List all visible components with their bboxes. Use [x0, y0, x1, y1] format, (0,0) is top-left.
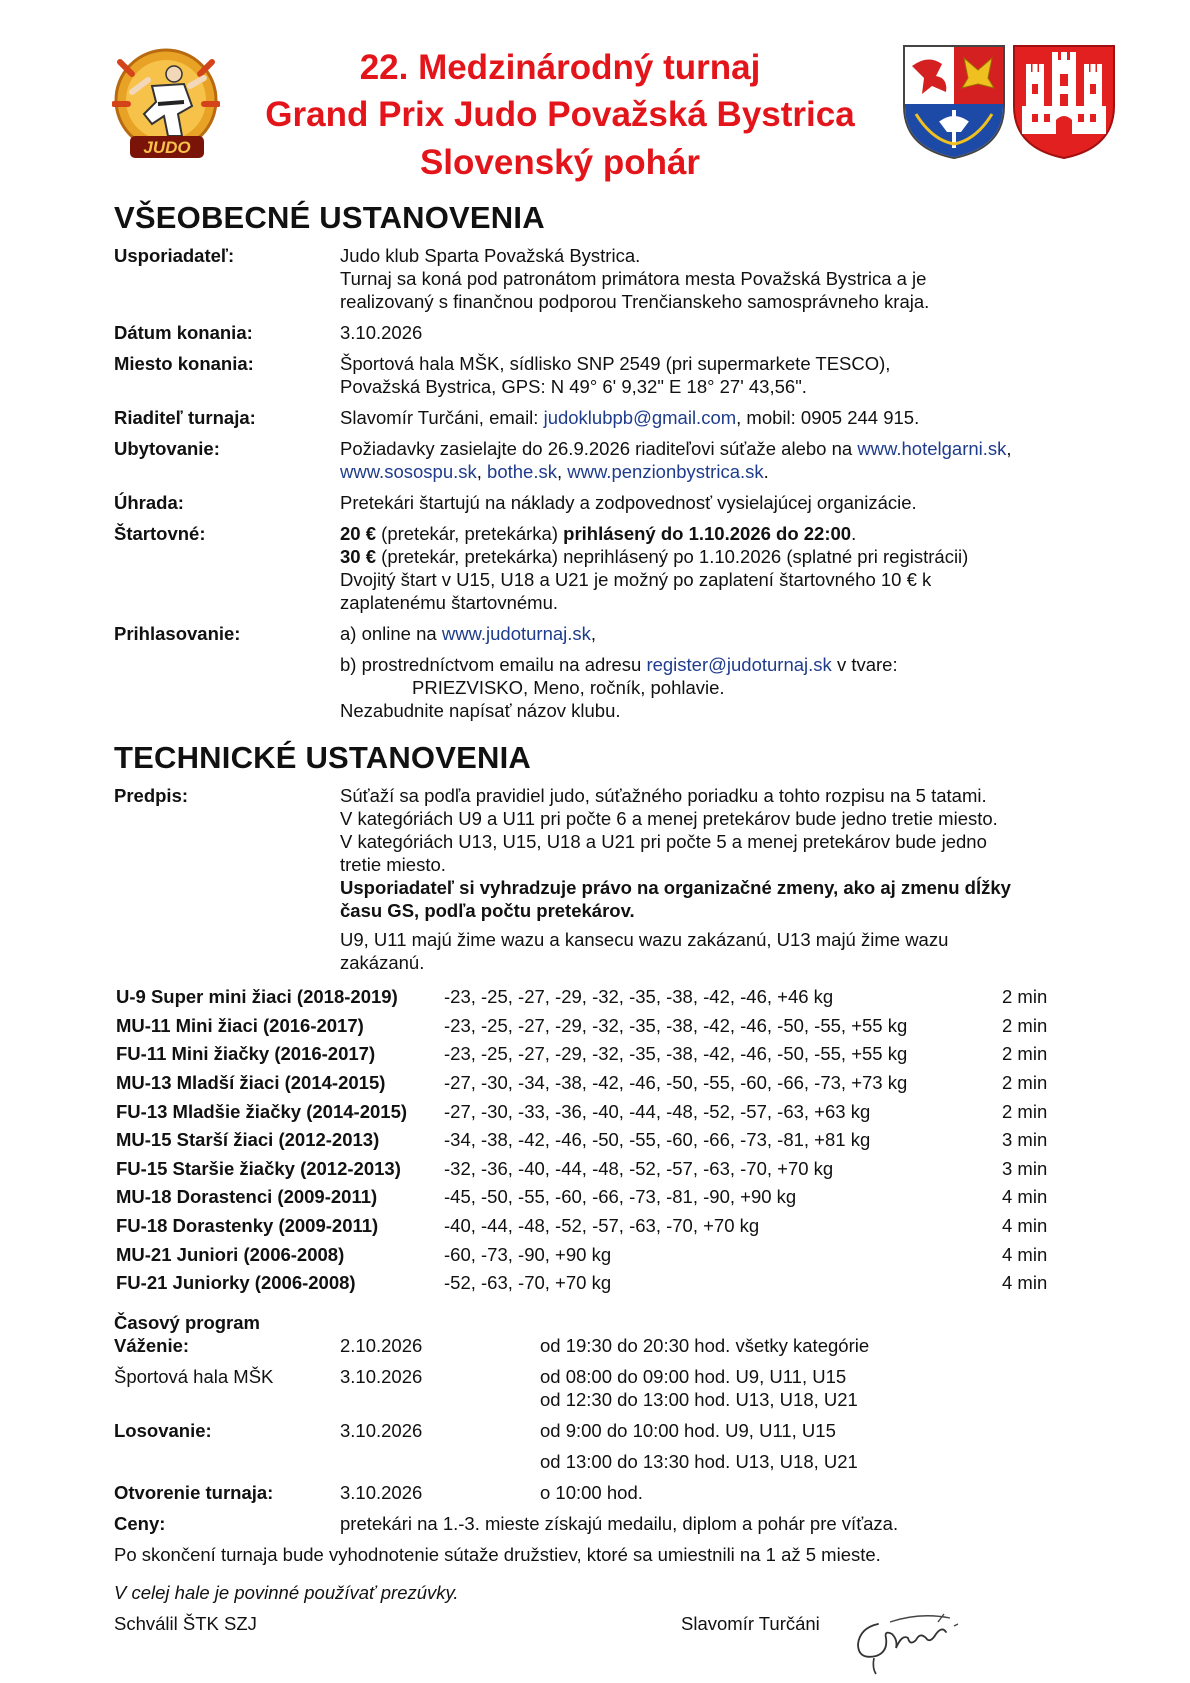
director-email-link[interactable]: judoklubpb@gmail.com — [543, 407, 737, 428]
date-value: 3.10.2026 — [340, 322, 423, 343]
fee-label: Štartovné: — [114, 523, 206, 544]
director-label: Riaditeľ turnaja: — [114, 407, 256, 428]
draw-date: 3.10.2026 — [340, 1420, 423, 1441]
venue-label: Miesto konania: — [114, 353, 254, 374]
prizes-label: Ceny: — [114, 1513, 166, 1534]
table-row: U-9 Super mini žiaci (2018-2019) -23, -25, -27, -29, -32, -35, -38, -42, -46, +46 kg 2 min — [116, 986, 1048, 1008]
rules-label: Predpis: — [114, 785, 189, 806]
handwritten-signature — [850, 1604, 970, 1676]
hotelgarni-link[interactable]: www.hotelgarni.sk — [857, 438, 1007, 459]
table-row: MU-15 Starší žiaci (2012-2013) -34, -38, -42, -46, -50, -55, -60, -66, -73, -81, +81 kg 3 min — [116, 1129, 1048, 1151]
opening-date: 3.10.2026 — [340, 1482, 423, 1503]
rules-value: Súťaží sa podľa pravidiel judo, súťažného poriadku a tohto rozpisu na 5 tatami. V kategóriách U9 a U11 pri počte 6 a menej pretekárov bude jedno tretie miesto. V kategóriách U13, U15, U18 a U21 pri počte 5 a menej pretekárov bude jedno tretie miesto. Usporiadateľ si vyhradzuje právo na organizačné zmeny, ako aj zmenu dĺžky času GS, podľa počtu pretekárov. — [340, 785, 1011, 921]
team-evaluation-note: Po skončení turnaja bude vyhodnotenie sútaže družstiev, ktoré sa umiestnili na 1 až 5 mieste. — [114, 1544, 881, 1565]
hall-time-1: od 08:00 do 09:00 hod. U9, U11, U15 — [540, 1366, 847, 1387]
slippers-note: V celej hale je povinné používať prezúvky. — [114, 1582, 459, 1603]
hall-date: 3.10.2026 — [340, 1366, 423, 1387]
general-heading: VŠEOBECNÉ USTANOVENIA — [114, 200, 545, 235]
city-coat-of-arms — [1012, 44, 1116, 160]
payment-label: Úhrada: — [114, 492, 184, 513]
judoturnaj-link[interactable]: www.judoturnaj.sk — [441, 623, 591, 644]
accommodation-value: Požiadavky zasielajte do 26.9.2026 riaditeľovi súťaže alebo na www.hotelgarni.sk, www.sosospu.sk, bothe.sk, www.penzionbystrica.sk. — [340, 438, 1012, 482]
venue-value: Športová hala MŠK, sídlisko SNP 2549 (pri supermarkete TESCO), Považská Bystrica, GPS: N 49° 6' 9,32" E 18° 27' 43,56". — [340, 353, 891, 397]
table-row: FU-18 Dorastenky (2009-2011) -40, -44, -48, -52, -57, -63, -70, +70 kg 4 min — [116, 1215, 1048, 1237]
hall-label: Športová hala MŠK — [114, 1366, 274, 1387]
organizer-label: Usporiadateľ: — [114, 245, 235, 266]
opening-label: Otvorenie turnaja: — [114, 1482, 274, 1503]
table-row: FU-21 Juniorky (2006-2008) -52, -63, -70, +70 kg 4 min — [116, 1272, 1048, 1294]
district-coat-of-arms — [902, 44, 1006, 160]
title-line-2: Grand Prix Judo Považská Bystrica — [265, 95, 855, 134]
table-row: FU-11 Mini žiačky (2016-2017) -23, -25, -27, -29, -32, -35, -38, -42, -46, -50, -55, +55 kg 2 min — [116, 1043, 1048, 1065]
draw-time-2: od 13:00 do 13:30 hod. U13, U18, U21 — [540, 1451, 858, 1472]
title-line-1: 22. Medzinárodný turnaj — [359, 48, 761, 87]
fee-value: 20 € (pretekár, pretekárka) prihlásený do 1.10.2026 do 22:00. 30 € (pretekár, pretekárka) neprihlásený po 1.10.2026 (splatné pri registrácii) Dvojitý štart v U15, U18 a U21 je možný po zaplatení štartovného 10 € k zaplatenému štartovnému. — [340, 523, 969, 613]
rules-note: U9, U11 majú žime wazu a kansecu wazu zakázanú, U13 majú žime wazu zakázanú. — [340, 929, 949, 973]
weighin-date: 2.10.2026 — [340, 1335, 423, 1356]
draw-time-1: od 9:00 do 10:00 hod. U9, U11, U15 — [540, 1420, 836, 1441]
sosospu-link[interactable]: www.sosospu.sk — [340, 461, 477, 482]
register-email-link[interactable]: register@judoturnaj.sk — [646, 654, 832, 675]
opening-time: o 10:00 hod. — [540, 1482, 643, 1503]
categories-table — [116, 983, 1102, 1298]
registration-email: b) prostredníctvom emailu na adresu register@judoturnaj.sk v tvare: PRIEZVISKO, Meno, ročník, pohlavie. Nezabudnite napísať názov klubu. — [340, 654, 898, 721]
weighin-time: od 19:30 do 20:30 hod. všetky kategórie — [540, 1335, 870, 1356]
registration-online: a) online na www.judoturnaj.sk, — [340, 623, 597, 644]
accommodation-label: Ubytovanie: — [114, 438, 220, 459]
approved-by: Schválil ŠTK SZJ — [114, 1613, 257, 1634]
weighin-label: Váženie: — [114, 1335, 190, 1356]
judo-club-logo — [112, 44, 220, 162]
title-line-3: Slovenský pohár — [419, 143, 701, 182]
director-value: Slavomír Turčáni, email: judoklubpb@gmail.com, mobil: 0905 244 915. — [340, 407, 920, 428]
penzionbystrica-link[interactable]: www.penzionbystrica.sk — [567, 461, 764, 482]
registration-label: Prihlasovanie: — [114, 623, 241, 644]
logo-text: JUDO — [143, 138, 191, 157]
schedule-heading: Časový program — [114, 1312, 260, 1333]
hall-time-2: od 12:30 do 13:00 hod. U13, U18, U21 — [540, 1389, 858, 1410]
organizer-value: Judo klub Sparta Považská Bystrica. Turnaj sa koná pod patronátom primátora mesta Považská Bystrica a je realizovaný s finančnou podporou Trenčianskeho samosprávneho kraja. — [340, 245, 930, 312]
table-row: MU-13 Mladší žiaci (2014-2015) -27, -30, -34, -38, -42, -46, -50, -55, -60, -66, -73, +73 kg 2 min — [116, 1072, 1048, 1094]
technical-heading: TECHNICKÉ USTANOVENIA — [114, 740, 531, 775]
draw-label: Losovanie: — [114, 1420, 212, 1441]
prizes-value: pretekári na 1.-3. mieste získajú medailu, diplom a pohár pre víťaza. — [340, 1513, 899, 1534]
table-row: MU-18 Dorastenci (2009-2011) -45, -50, -55, -60, -66, -73, -81, -90, +90 kg 4 min — [116, 1186, 1048, 1208]
table-row: FU-13 Mladšie žiačky (2014-2015) -27, -30, -33, -36, -40, -44, -48, -52, -57, -63, +63 kg 2 min — [116, 1100, 1048, 1122]
bothe-link[interactable]: bothe.sk — [487, 461, 557, 482]
date-label: Dátum konania: — [114, 322, 253, 343]
signatory-name: Slavomír Turčáni — [681, 1613, 820, 1634]
table-row: FU-15 Staršie žiačky (2012-2013) -32, -36, -40, -44, -48, -52, -57, -63, -70, +70 kg 3 min — [116, 1157, 1048, 1179]
table-row: MU-11 Mini žiaci (2016-2017) -23, -25, -27, -29, -32, -35, -38, -42, -46, -50, -55, +55 kg 2 min — [116, 1014, 1048, 1036]
payment-value: Pretekári štartujú na náklady a zodpovednosť vysielajúcej organizácie. — [340, 492, 917, 513]
table-row: MU-21 Juniori (2006-2008) -60, -73, -90, +90 kg 4 min — [116, 1243, 1048, 1265]
